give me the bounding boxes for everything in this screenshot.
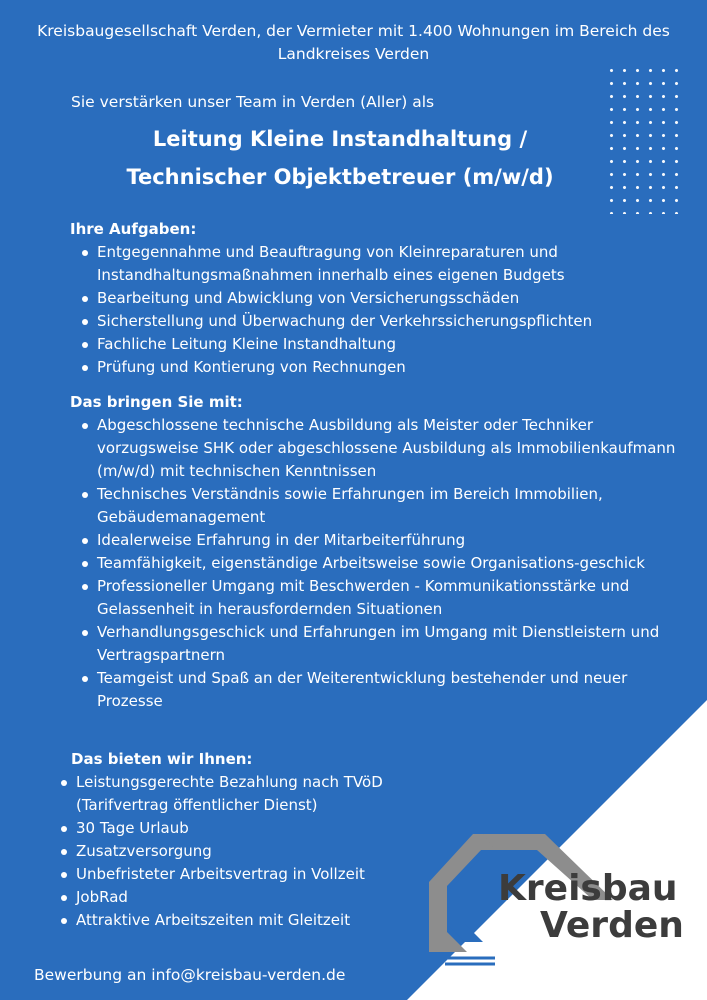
list-item: Fachliche Leitung Kleine Instandhaltung [70,333,670,356]
list-item: Abgeschlossene technische Ausbildung als Meister oder Techniker vorzugsweise SHK oder abgeschlossene Ausbildung als Immobilienkaufmann (m/w/d) mit technischen Kenntnissen [70,414,695,483]
benefits-section [70,748,430,932]
job-title-line-2: Technischer Objektbetreuer (m/w/d) [126,165,554,189]
application-contact: Bewerbung an info@kreisbau-verden.de [34,966,346,984]
list-item: Idealerweise Erfahrung in der Mitarbeiterführung [70,529,695,552]
list-item: Verhandlungsgeschick und Erfahrungen im Umgang mit Dienstleistern und Vertragspartnern [70,621,695,667]
list-item: Bearbeitung und Abwicklung von Versicherungsschäden [70,287,670,310]
list-item: JobRad [49,886,430,909]
job-title [90,120,590,196]
lead-sentence: Sie verstärken unser Team in Verden (Aller) als [71,93,435,111]
company-logo-wordmark [498,870,688,944]
list-item: Entgegennahme und Beauftragung von Kleinreparaturen und Instandhaltungsmaßnahmen innerhalb eines eigenen Budgets [70,241,670,287]
list-item: Zusatzversorgung [49,840,430,863]
logo-line-2: Verden [540,905,684,946]
benefits-heading: Das bieten wir Ihnen: [71,750,253,768]
list-item: Teamfähigkeit, eigenständige Arbeitsweise sowie Organisations-geschick [70,552,695,575]
requirements-heading: Das bringen Sie mit: [70,393,243,411]
list-item: Prüfung und Kontierung von Rechnungen [70,356,670,379]
job-title-line-1: Leitung Kleine Instandhaltung / [152,127,528,151]
company-intro: Kreisbaugesellschaft Verden, der Vermieter mit 1.400 Wohnungen im Bereich des Landkreises Verden [37,22,670,63]
list-item: Sicherstellung und Überwachung der Verkehrssicherungspflichten [70,310,670,333]
requirements-section [70,391,695,713]
list-item: Technisches Verständnis sowie Erfahrungen im Bereich Immobilien, Gebäudemanagement [70,483,695,529]
logo-line-1: Kreisbau [498,868,678,909]
list-item: Leistungsgerechte Bezahlung nach TVöD (Tarifvertrag öffentlicher Dienst) [49,771,430,817]
requirements-list [70,414,695,713]
list-item: 30 Tage Urlaub [49,817,430,840]
list-item: Unbefristeter Arbeitsvertrag in Vollzeit [49,863,430,886]
list-item: Attraktive Arbeitszeiten mit Gleitzeit [49,909,430,932]
benefits-list [49,771,430,932]
list-item: Professioneller Umgang mit Beschwerden - Kommunikationsstärke und Gelassenheit in herausfordernden Situationen [70,575,695,621]
tasks-heading: Ihre Aufgaben: [70,220,197,238]
list-item: Teamgeist und Spaß an der Weiterentwicklung bestehender und neuer Prozesse [70,667,695,713]
tasks-list [70,241,670,379]
tasks-section [70,218,670,379]
dot-grid-decoration [605,64,685,214]
